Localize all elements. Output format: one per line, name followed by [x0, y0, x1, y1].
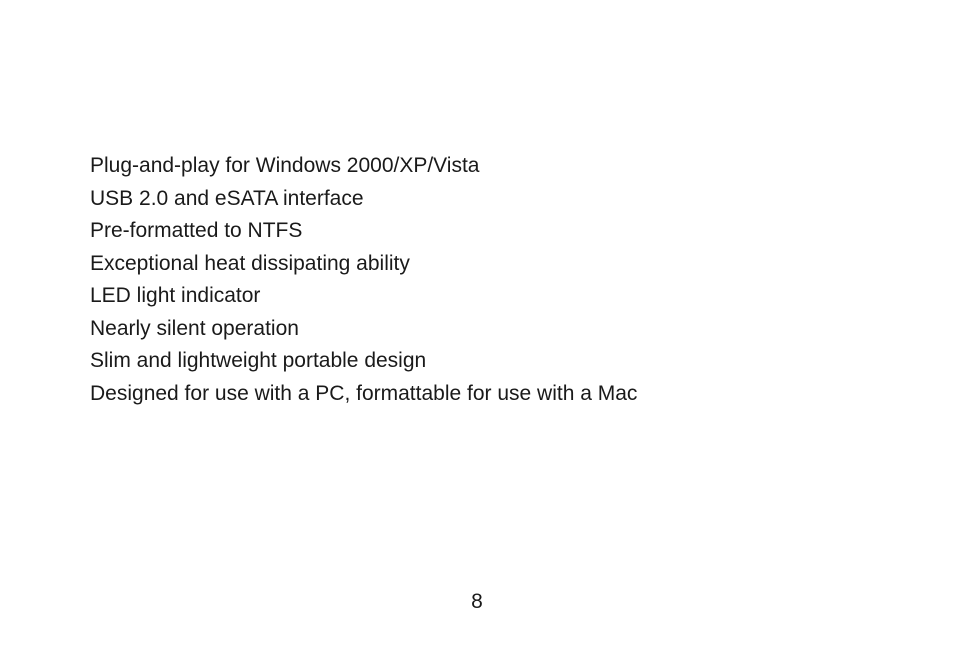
feature-item: Designed for use with a PC, formattable for use with a Mac — [90, 381, 638, 405]
feature-item: Pre-formatted to NTFS — [90, 219, 303, 242]
feature-item: LED light indicator — [90, 284, 261, 307]
feature-list — [90, 150, 637, 410]
feature-item: USB 2.0 and eSATA interface — [90, 186, 364, 210]
page-number: 8 — [471, 590, 483, 613]
feature-item: Exceptional heat dissipating ability — [90, 251, 410, 275]
feature-item: Nearly silent operation — [90, 316, 299, 340]
feature-item: Slim and lightweight portable design — [90, 349, 427, 372]
feature-item: Plug-and-play for Windows 2000/XP/Vista — [90, 154, 480, 177]
